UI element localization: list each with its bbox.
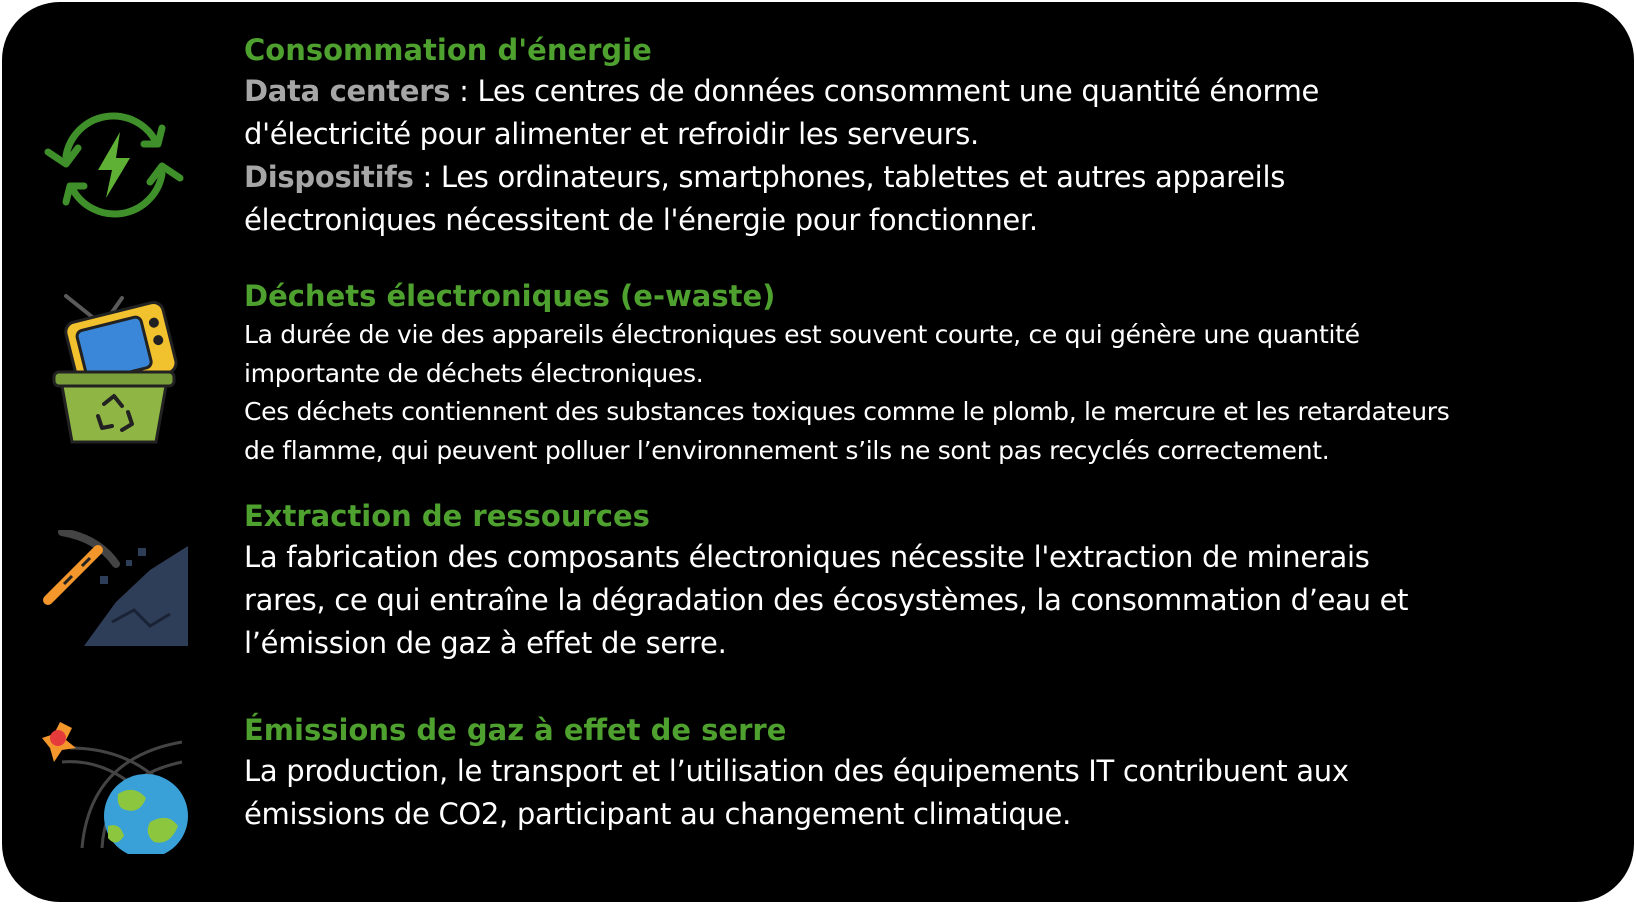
energy-cycle-icon bbox=[44, 106, 184, 224]
mining-pickaxe-icon bbox=[42, 530, 192, 650]
section-title: Consommation d'énergie bbox=[244, 33, 652, 67]
item-dispositifs: Dispositifs : Les ordinateurs, smartphones, tablettes et autres appareils électroniques nécessitent de l'énergie pour fonctionner. bbox=[244, 160, 1286, 237]
section-title: Déchets électroniques (e-waste) bbox=[244, 279, 776, 313]
section-title: Extraction de ressources bbox=[244, 499, 650, 533]
emissions-text bbox=[244, 710, 1349, 836]
emissions-paragraph: La production, le transport et l’utilisation des équipements IT contribuent aux émissions de CO2, participant au changement climatique. bbox=[244, 754, 1349, 831]
energy-text bbox=[244, 30, 1319, 242]
e-waste-recycle-bin-icon bbox=[52, 292, 182, 452]
extraction-text bbox=[244, 496, 1408, 665]
term-dispositifs: Dispositifs bbox=[244, 160, 414, 194]
term-data-centers: Data centers bbox=[244, 74, 451, 108]
e-waste-paragraph: La durée de vie des appareils électroniques est souvent courte, ce qui génère une quantité importante de déchets électroniques. Ces déchets contiennent des substances toxiques comme le plomb, le mercure et les retardateurs de flamme, qui peuvent polluer l’environnement s’ils ne sont pas recyclés correctement. bbox=[244, 320, 1450, 465]
info-card bbox=[2, 2, 1634, 902]
item-data-centers: Data centers : Les centres de données consomment une quantité énorme d'électricité pour alimenter et refroidir les serveurs. bbox=[244, 74, 1320, 151]
greenhouse-earth-icon bbox=[42, 718, 192, 854]
section-title: Émissions de gaz à effet de serre bbox=[244, 713, 787, 747]
extraction-paragraph: La fabrication des composants électroniques nécessite l'extraction de minerais rares, ce qui entraîne la dégradation des écosystèmes, la consommation d’eau et l’émission de gaz à effet de serre. bbox=[244, 540, 1409, 660]
e-waste-text bbox=[244, 276, 1449, 470]
